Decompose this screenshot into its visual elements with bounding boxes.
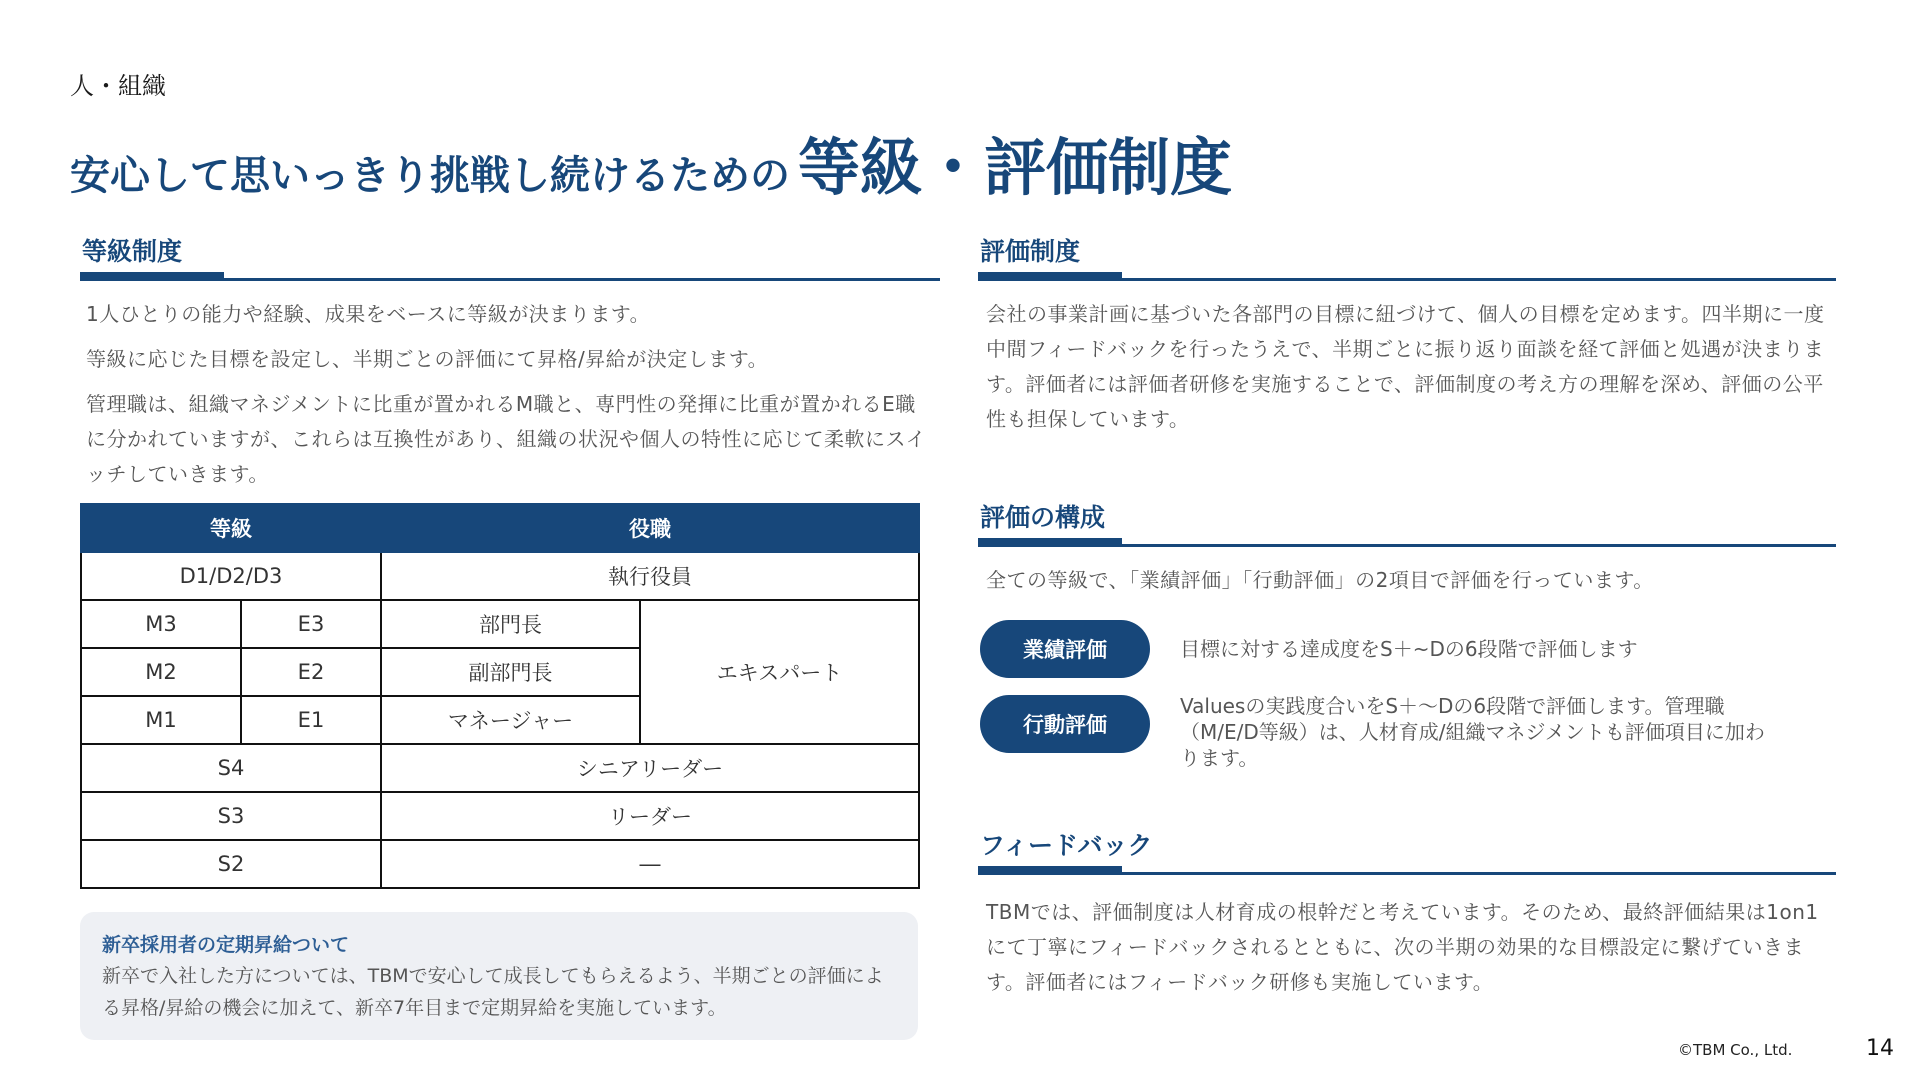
section-divider-accent [978,538,1122,545]
table-cell: マネージャー [381,696,640,744]
table-row [81,792,919,840]
performance-evaluation-badge: 業績評価 [980,620,1150,678]
table-cell-expert: エキスパート [640,600,919,744]
performance-evaluation-desc: 目標に対する達成度をS＋~Dの6段階で評価します [1180,637,1638,661]
table-header-row [81,504,919,552]
table-cell: D1/D2/D3 [81,552,381,600]
table-row [81,744,919,792]
table-cell: S2 [81,840,381,888]
page-title-main: 等級・評価制度 [798,131,1233,204]
table-header-grade: 等級 [81,504,381,552]
grade-paragraph-2: 等級に応じた目標を設定し、半期ごとの評価にて昇格/昇給が決定します。 [86,347,769,371]
table-cell: S4 [81,744,381,792]
table-cell: ― [381,840,919,888]
table-cell: M3 [81,600,241,648]
section-divider-accent [978,866,1122,873]
category-label: 人・組織 [70,72,166,100]
grade-table [80,503,920,889]
table-cell: シニアリーダー [381,744,919,792]
structure-intro: 全ての等級で、「業績評価」「行動評価」の2項目で評価を行っています。 [986,568,1654,592]
table-cell: 部門長 [381,600,640,648]
feedback-paragraph: TBMでは、評価制度は人材育成の根幹だと考えています。そのため、最終評価結果は1on1にて丁寧にフィードバックされるとともに、次の半期の効果的な目標設定に繋げていきます。評価者にはフィードバック研修も実施しています。 [986,900,1819,994]
table-row [81,840,919,888]
copyright: ©TBM Co., Ltd. [1678,1041,1793,1059]
note-title: 新卒採用者の定期昇給ついて [102,934,350,956]
page-title-lead: 安心して思いっきり挑戦し続けるための [70,153,790,199]
page-number: 14 [1866,1036,1894,1061]
page-title [70,118,1232,207]
table-cell: M2 [81,648,241,696]
grade-paragraph-3: 管理職は、組織マネジメントに比重が置かれるM職と、専門性の発揮に比重が置かれるE職に分かれていますが、これらは互換性があり、組織の状況や個人の特性に応じて柔軟にスイッチしていきます。 [86,392,927,486]
table-row [81,600,919,648]
note-body: 新卒で入社した方については、TBMで安心して成長してもらえるよう、半期ごとの評価による昇格/昇給の機会に加えて、新卒7年目まで定期昇給を実施しています。 [102,965,884,1019]
behavior-evaluation-badge: 行動評価 [980,695,1150,753]
section-divider-accent [80,272,224,279]
table-cell: E3 [241,600,381,648]
table-cell: S3 [81,792,381,840]
evaluation-paragraph: 会社の事業計画に基づいた各部門の目標に紐づけて、個人の目標を定めます。四半期に一度中間フィードバックを行ったうえで、半期ごとに振り返り面談を経て評価と処遇が決まります。評価者には評価者研修を実施することで、評価制度の考え方の理解を深め、評価の公平性も担保しています。 [986,302,1825,431]
section-divider-accent [978,272,1122,279]
table-header-role: 役職 [381,504,919,552]
section-heading-evaluation: 評価制度 [980,237,1081,266]
table-cell: リーダー [381,792,919,840]
new-grad-note [80,912,918,1040]
table-cell: 副部門長 [381,648,640,696]
table-cell: M1 [81,696,241,744]
table-cell: E1 [241,696,381,744]
grade-paragraph-1: 1人ひとりの能力や経験、成果をベースに等級が決まります。 [86,302,651,326]
behavior-evaluation-desc: Valuesの実践度合いをS＋～Dの6段階で評価します。管理職（M/E/D等級）は、人材育成/組織マネジメントも評価項目に加わります。 [1180,694,1765,770]
section-heading-grade: 等級制度 [82,237,183,266]
table-cell: E2 [241,648,381,696]
table-cell: 執行役員 [381,552,919,600]
section-heading-feedback: フィードバック [980,831,1153,860]
section-heading-structure: 評価の構成 [980,503,1106,532]
table-row [81,552,919,600]
